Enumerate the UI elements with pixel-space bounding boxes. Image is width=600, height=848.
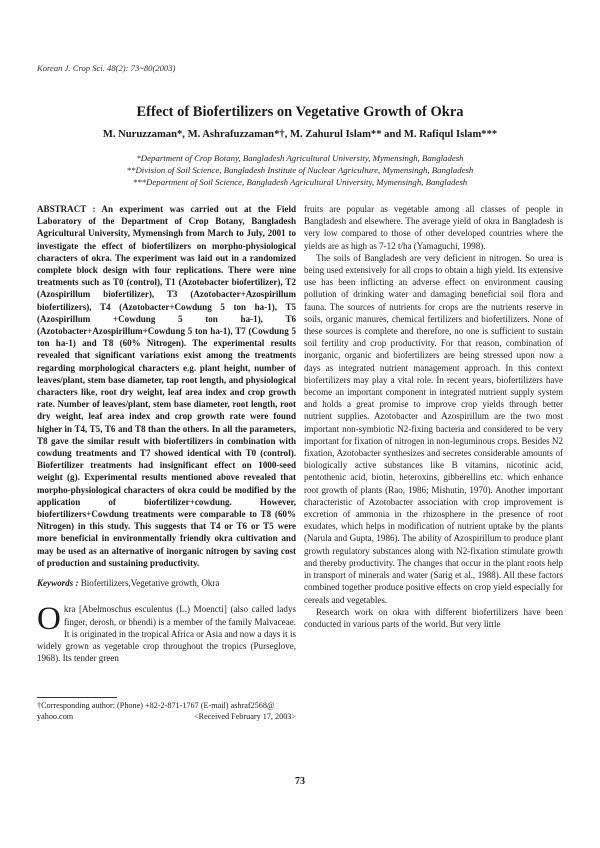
keywords-label: Keywords : <box>37 578 79 589</box>
affiliation-2: **Division of Soil Science, Bangladesh Institute of Nuclear Agriculture, Mymensingh, Bangladesh <box>126 165 474 175</box>
body-paragraph: fruits are popular as vegetable among all classes of people in Bangladesh and elsewhere. The average yield of okra in Bangladesh is very low compared to those of other developed countries where the yields are as high as 7-12 t/ha (Yamaguchi, 1998). <box>304 204 563 251</box>
affiliation-3: ***Department of Soil Science, Bangladesh Agricultural University, Mymensingh, Bangladesh <box>132 177 468 187</box>
author-list: M. Nuruzzaman*, M. Ashrafuzzaman*†, M. Zahurul Islam** and M. Rafiqul Islam*** <box>102 129 498 140</box>
introduction-text: kra [Abelmoschus esculentus (L.) Moencti] (also called ladys finger, derosh, or bhendi) is a member of the family Malvaceae. It is originated in the tropical Africa or Asia and now a days it is widely grown as vegetable crop throughout the tropics (Purseglove, 1968). Its tender green <box>37 604 296 664</box>
journal-citation: Korean J. Crop Sci. 48(2): 73~80(2003) <box>37 63 176 73</box>
footnote-divider <box>37 697 117 698</box>
body-paragraph: The soils of Bangladesh are very deficient in nitrogen. So urea is being used extensively for all crops to obtain a high yield. Its extensive use has been inflicting an adverse effect on environment causing pollution of drinking water and damaging beneficial soil flora and fauna. The sources of nutrients for crops are the nutrients reserve in soils, organic manures, chemical fertilizers and biofertilizers. None of these sources is complete and therefore, no one is sufficient to sustain soil fertility and crop productivity. For that reason, combination of inorganic, organic and biofertilizers are being stressed upon now a days as integrated nutrient management approach. In this context biofertilizers may play a vital role. In recent years, biofertilizers have become an important component in integrated nutrient supply system and holds a great promise to improve crop yields through better nutrient supplies. Azotobacter and Azospirillum are the two most important non-symbiotic N2-fixing bacteria and considered to be very important for fixation of nitrogen in non-leguminous crops. Besides N2 fixation, Azotobacter synthesizes and secretes considerable amounts of biologically active substances like B vitamins, nicotinic acid, pentothenic acid, biotin, heteroxins, gibberellins etc. which enhance root growth of plants (Rao, 1986; Mishutin, 1970). Another important characteristic of Azotobacter association with crop improvement is excretion of ammonia in the rhizosphere in the presence of root exudates, which helps in modification of nutrient uptake by the plants (Narula and Gupta, 1986). The ability of Azospirillum to produce plant growth regulatory substances along with N2-fixation stimulate growth and thereby productivity. The changes that occur in the plant roots help in transport of minerals and water (Sarig et al., 1988). All these factors combined together produce positive effects on crop yield especially for cereals and vegetables. <box>304 252 563 605</box>
abstract: ABSTRACT : An experiment was carried out at the Field Laboratory of the Department of Crop Botany, Bangladesh Agricultural University, Mymensingh from March to July, 2001 to investigate the effect of biofertilizers on morpho-physiological characters of okra. The experiment was laid out in a randomized complete block design with four replications. There were nine treatments such as T0 (control), T1 (Azotobacter biofertilizer), T2 (Azospirillum biofertilizer), T3 (Azotobacter+Azospirillum biofertilizers), T4 (Azotobacter+Cowdung 5 ton ha-1), T5 (Azospirillum +Cowdung 5 ton ha-1), T6 (Azotobacter+Azospirillum+Cowdung 5 ton ha-1), T7 (Cowdung 5 ton ha-1) and T8 (60% Nitrogen). The experimental results revealed that significant variations exist among the treatments regarding morphological characters e.g. plant height, number of leaves/plant, stem base diameter, tap root length, and physiological characters like, root dry weight, leaf area index and crop growth rate. Number of leaves/plant, stem base diameter, root length, root dry weight, leaf area index and crop growth rate were found higher in T4, T5, T6 and T8 than the others. In all the parameters, T8 gave the similar result with biofertilizers in combination with cowdung treatments and T7 showed identical with T0 (control). Biofertilizer treatments had insignificant effect on 1000-seed weight (g). Experimental results mentioned above revealed that morpho-physiological characters of okra could be modified by the application of biofertilizer+cowdung. However, biofertilizers+Cowdung treatments were comparable to T8 (60% Nitrogen) in this study. This suggests that T4 or T6 or T5 were more beneficial in environmentally friendly okra cultivation and may be used as an alternative of inorganic nitrogen by saving cost of production and sustaining productivity. <box>37 204 296 568</box>
keywords-text: Biofertilizers,Vegetative growth, Okra <box>80 578 220 589</box>
footnote-email-domain: yahoo.com <box>37 711 74 721</box>
introduction-paragraph <box>37 603 296 664</box>
body-paragraph: Research work on okra with different biofertilizers have been conducted in various parts of the world. But very little <box>304 606 563 629</box>
right-column <box>304 203 563 630</box>
paper-title: Effect of Biofertilizers on Vegetative Growth of Okra <box>136 104 464 120</box>
left-column <box>37 203 296 664</box>
footnote <box>37 701 296 722</box>
keywords <box>37 577 296 589</box>
page-number: 73 <box>295 776 305 787</box>
affiliation-1: *Department of Crop Botany, Bangladesh Agricultural University, Mymensingh, Bangladesh <box>136 153 464 163</box>
received-date: <Received February 17, 2003> <box>194 711 296 721</box>
drop-cap: O <box>37 601 61 638</box>
footnote-contact: †Corresponding author: (Phone) +82-2-871-1767 (E-mail) ashraf2568@ <box>37 701 275 710</box>
